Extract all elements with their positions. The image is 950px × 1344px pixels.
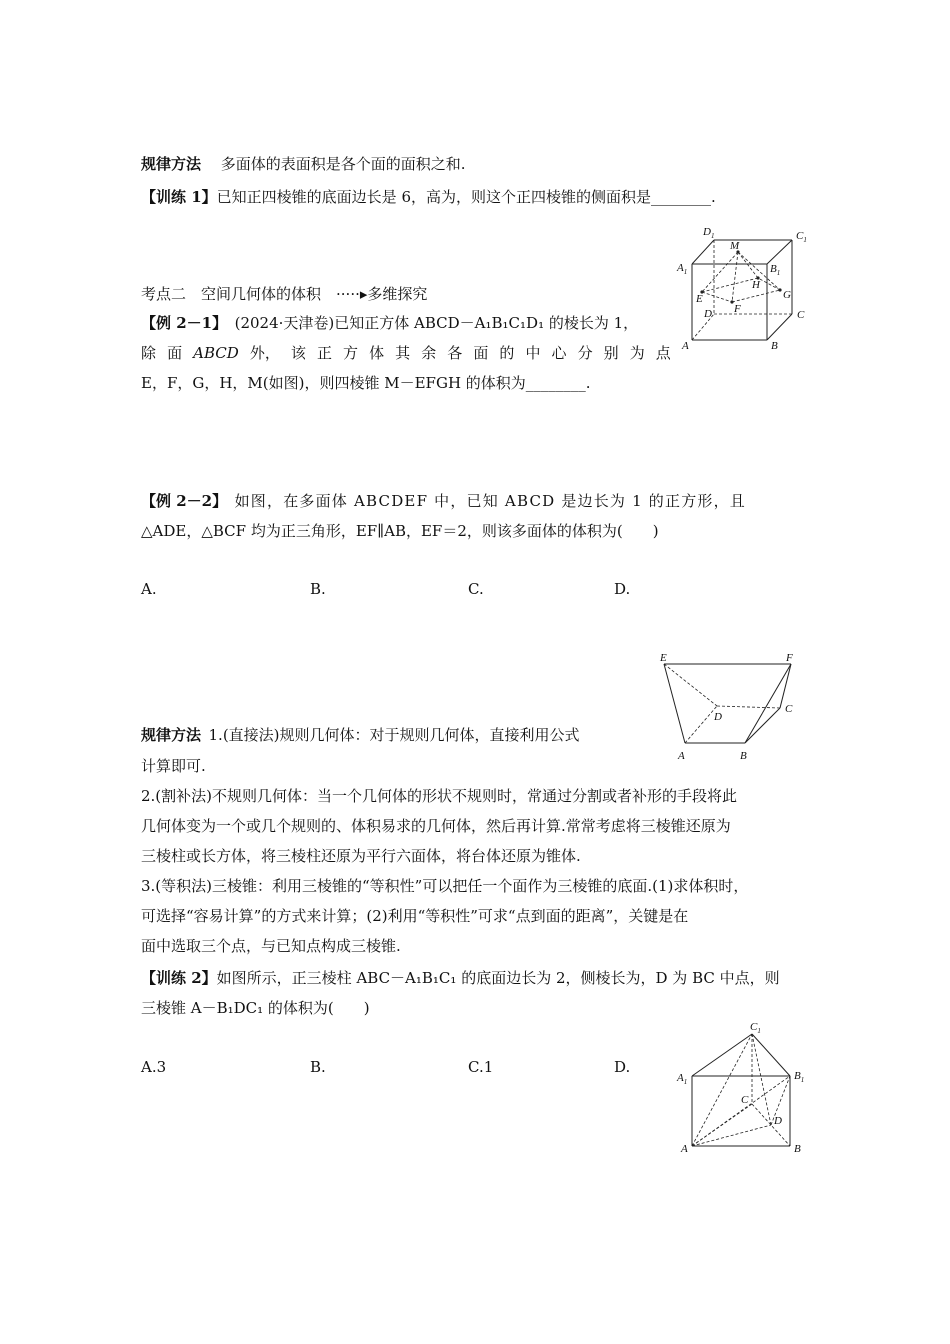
example-2-2-tag: 【例 2－2】 <box>141 492 228 510</box>
training-2-line1 <box>141 968 780 988</box>
cube-figure <box>672 222 822 357</box>
rule-1-text: 多面体的表面积是各个面的面积之和. <box>220 155 466 173</box>
section-2-title: 考点二 空间几何体的体积 <box>141 285 322 303</box>
polyhedron-figure <box>655 648 815 768</box>
rule-2-p2c: 三棱柱或长方体，将三棱柱还原为平行六面体，将台体还原为锥体. <box>141 847 581 865</box>
section-2-link: 多维探究 <box>367 285 428 303</box>
label-a1: $A_1$ <box>677 262 688 276</box>
example-2-2-line2 <box>141 521 659 541</box>
rule-2-p3a: 3.(等积法)三棱锥：利用三棱锥的“等积性”可以把任一个面作为三棱锥的底面.(1)求体积时， <box>141 877 749 895</box>
label-g: G <box>783 289 791 301</box>
label-e: E <box>696 293 703 305</box>
rule-2-p2a: 2.(割补法)不规则几何体：当一个几何体的形状不规则时，常通过分割或者补形的手段将此 <box>141 787 738 805</box>
label-h: H <box>752 279 760 291</box>
label-a1: $A_1$ <box>677 1072 688 1086</box>
rule-1 <box>141 154 466 174</box>
rule-2-label: 规律方法 <box>141 726 202 744</box>
example-2-1-line1 <box>141 313 638 333</box>
label-c1: $C_1$ <box>750 1021 761 1035</box>
word: 除 <box>141 344 157 362</box>
label-b: B <box>740 750 747 762</box>
label-a: A <box>682 340 689 352</box>
word: ABCD <box>193 344 239 362</box>
arrow-icon: ·····▸ <box>336 285 368 303</box>
training-2-text1: 如图所示，正三棱柱 ABC－A₁B₁C₁ 的底面边长为 2，侧棱长为，D 为 BC 中点，则 <box>216 969 780 987</box>
word: 分 <box>577 344 593 362</box>
label-b1: $B_1$ <box>794 1070 805 1084</box>
word: 外， <box>249 344 280 362</box>
label-a: A <box>678 750 685 762</box>
word: 点 <box>655 344 671 362</box>
rule-2-p3b: 可选择“容易计算”的方式来计算；(2)利用“等积性”可求“点到面的距离”，关键是在 <box>141 907 689 925</box>
label-a: A <box>681 1143 688 1155</box>
rule-2-p3c: 面中选取三个点，与已知点构成三棱锥. <box>141 937 401 955</box>
word: 方 <box>343 344 359 362</box>
word: 心 <box>551 344 567 362</box>
word: 正 <box>316 344 332 362</box>
label-d1: $D_1$ <box>703 226 715 240</box>
rule-2-text: 1.(直接法)规则几何体：对于规则几何体，直接利用公式 <box>208 726 580 744</box>
rule-1-label: 规律方法 <box>141 155 202 173</box>
label-b1: $B_1$ <box>770 263 781 277</box>
rule-2-p1a <box>141 725 580 745</box>
word: 其 <box>395 344 411 362</box>
example-2-2-text2: △ADE，△BCF 均为正三角形，EF∥AB，EF＝2，则该多面体的体积为( ) <box>141 522 659 540</box>
label-b: B <box>794 1143 801 1155</box>
word: 该 <box>290 344 306 362</box>
word: 中 <box>525 344 541 362</box>
word: 为 <box>629 344 645 362</box>
label-c: C <box>797 309 805 321</box>
label-c1: $C_1$ <box>796 230 807 244</box>
label-b: B <box>771 340 778 352</box>
training-2-option-c[interactable]: C.1 <box>468 1058 494 1076</box>
word: 面 <box>167 344 183 362</box>
training-1 <box>141 187 716 207</box>
example-2-1-tag: 【例 2－1】 <box>141 314 228 332</box>
word: 余 <box>421 344 437 362</box>
rule-2-p2b: 几何体变为一个或几个规则的、体积易求的几何体，然后再计算.常常考虑将三棱锥还原为 <box>141 817 731 835</box>
option-a[interactable]: A. <box>141 580 157 598</box>
training-2-option-a[interactable]: A.3 <box>141 1058 167 1076</box>
option-d[interactable]: D. <box>614 580 631 598</box>
example-2-1-text1: 已知正方体 ABCD－A₁B₁C₁D₁ 的棱长为 1， <box>334 314 639 332</box>
word: 的 <box>499 344 515 362</box>
example-2-1-line2 <box>141 343 671 363</box>
option-c[interactable]: C. <box>468 580 484 598</box>
training-2-option-d[interactable]: D. <box>614 1058 631 1076</box>
option-b[interactable]: B. <box>310 580 326 598</box>
label-f: F <box>734 303 741 315</box>
label-d: D <box>714 711 722 723</box>
example-2-1-line3 <box>141 373 591 393</box>
example-2-2-line1 <box>141 491 746 511</box>
word: 面 <box>473 344 489 362</box>
word: 各 <box>447 344 463 362</box>
example-2-1-source: (2024·天津卷) <box>234 314 335 332</box>
example-2-1-text3: E，F，G，H，M(如图)，则四棱锥 M－EFGH 的体积为________. <box>141 374 591 392</box>
section-2-heading <box>141 284 427 304</box>
rule-2-p1b: 计算即可. <box>141 757 206 775</box>
training-1-text: 已知正四棱锥的底面边长是 6，高为，则这个正四棱锥的侧面积是________. <box>216 188 716 206</box>
training-2-line2: 三棱锥 A－B₁DC₁ 的体积为( ) <box>141 999 370 1017</box>
word: 别 <box>603 344 619 362</box>
label-f: F <box>786 652 793 664</box>
training-1-tag: 【训练 1】 <box>141 188 217 206</box>
label-d: D <box>774 1115 782 1127</box>
label-c: C <box>741 1094 749 1106</box>
label-d: D <box>704 308 712 320</box>
prism-figure <box>672 1018 822 1158</box>
training-2-tag: 【训练 2】 <box>141 969 217 987</box>
word: 体 <box>369 344 385 362</box>
training-2-option-b[interactable]: B. <box>310 1058 326 1076</box>
label-m: M <box>730 240 740 252</box>
example-2-2-text1: 如图，在多面体 ABCDEF 中，已知 ABCD 是边长为 1 的正方形，且 <box>234 492 746 510</box>
label-c: C <box>785 703 793 715</box>
label-e: E <box>660 652 667 664</box>
